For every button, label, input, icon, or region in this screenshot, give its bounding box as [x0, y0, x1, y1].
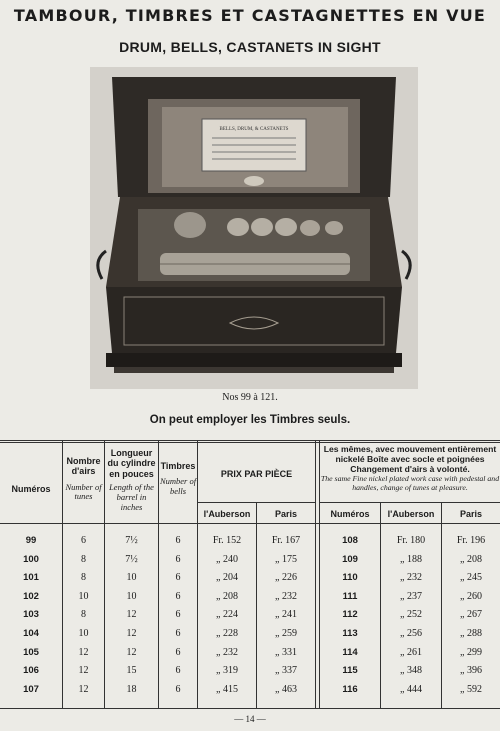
col-divider [441, 502, 442, 708]
cell-prix-paris-nickel: „ 299 [460, 646, 482, 658]
cell-prix-auberson-nickel: Fr. 180 [396, 535, 426, 546]
cell-numero: 99 [25, 535, 37, 546]
note-text: On peut employer les Timbres seuls. [149, 414, 351, 426]
cell-timbres: 6 [175, 665, 181, 677]
cell-numero-nickel: 111 [342, 590, 358, 602]
cell-numero: 104 [23, 628, 39, 639]
cell-prix-auberson: Fr. 152 [212, 535, 242, 546]
cell-prix-paris-nickel: „ 245 [460, 572, 482, 584]
music-box-illustration [90, 67, 418, 389]
cell-timbres: 6 [175, 572, 181, 584]
cell-prix-paris: „ 331 [275, 646, 297, 658]
header-paris-2: Paris [459, 509, 483, 519]
table-top-rule-double [0, 442, 500, 443]
cell-numero: 107 [23, 683, 39, 695]
cell-prix-paris: „ 241 [275, 609, 297, 621]
cell-nombre-airs: 12 [78, 683, 89, 695]
cell-longueur: 7½ [125, 553, 138, 565]
cell-numero-nickel: 110 [342, 572, 358, 584]
table-top-rule [0, 440, 500, 441]
cell-prix-auberson-nickel: „ 444 [400, 683, 422, 695]
cell-longueur: 12 [126, 646, 137, 658]
cell-timbres: 6 [175, 590, 181, 602]
memes-subheader-rule [320, 502, 500, 503]
cell-prix-auberson: „ 415 [216, 683, 238, 695]
cell-numero: 101 [23, 572, 39, 584]
cell-prix-paris-nickel: „ 396 [460, 665, 482, 677]
table-bottom-rule [0, 708, 500, 709]
cell-prix-auberson: „ 319 [216, 665, 238, 677]
cell-nombre-airs: 6 [81, 535, 86, 546]
cell-prix-auberson-nickel: „ 256 [400, 628, 422, 639]
cell-prix-auberson: „ 224 [216, 609, 238, 621]
cell-prix-auberson-nickel: „ 348 [400, 665, 422, 677]
header-paris: Paris [274, 509, 298, 519]
page-title-english: DRUM, BELLS, CASTANETS IN SIGHT [119, 39, 381, 55]
cell-prix-auberson: „ 204 [216, 572, 238, 584]
cell-prix-paris: „ 337 [275, 665, 297, 677]
cell-timbres: 6 [175, 609, 181, 621]
cell-numero: 103 [23, 609, 39, 621]
cell-prix-paris: „ 259 [275, 628, 297, 639]
cell-nombre-airs: 12 [78, 646, 89, 658]
cell-prix-auberson: „ 228 [216, 628, 238, 639]
cell-longueur: 12 [126, 609, 137, 621]
cell-prix-paris: „ 226 [275, 572, 297, 584]
cell-prix-paris-nickel: „ 267 [460, 609, 482, 621]
cell-numero: 105 [23, 646, 39, 658]
cell-longueur: 15 [126, 665, 137, 677]
cell-prix-paris-nickel: „ 208 [460, 553, 482, 565]
cell-prix-auberson-nickel: „ 232 [400, 572, 422, 584]
header-auberson-2: l'Auberson [387, 509, 435, 519]
cell-longueur: 10 [126, 572, 137, 584]
header-timbres: Timbres Number of bells [159, 461, 197, 497]
cell-timbres: 6 [175, 535, 181, 546]
cell-numero-nickel: 112 [342, 609, 358, 621]
col-divider [380, 502, 381, 708]
cell-nombre-airs: 12 [78, 665, 89, 677]
cell-timbres: 6 [175, 683, 181, 695]
cell-longueur: 10 [126, 590, 137, 602]
cell-timbres: 6 [175, 628, 181, 639]
cell-prix-paris: „ 232 [275, 590, 297, 602]
cell-prix-auberson-nickel: „ 237 [400, 590, 422, 602]
header-nombre-airs: Nombre d'airs Number of tunes [65, 456, 102, 502]
cell-prix-paris-nickel: „ 592 [460, 683, 482, 695]
cell-prix-auberson-nickel: „ 252 [400, 609, 422, 621]
lid-card-text: BELLS, DRUM, & CASTANETS [219, 127, 289, 132]
cell-nombre-airs: 8 [81, 572, 86, 584]
page-number: — 14 — [234, 714, 266, 724]
header-auberson: l'Auberson [203, 509, 251, 519]
cell-prix-paris: Fr. 167 [271, 535, 301, 546]
cell-nombre-airs: 8 [81, 553, 86, 565]
cell-numero-nickel: 116 [342, 683, 358, 695]
col-divider [315, 441, 316, 708]
cell-prix-auberson: „ 232 [216, 646, 238, 658]
cell-prix-auberson-nickel: „ 261 [400, 646, 422, 658]
cell-longueur: 18 [126, 683, 137, 695]
figure-caption: Nos 99 à 121. [222, 392, 278, 403]
cell-numero: 100 [23, 553, 39, 565]
cell-prix-auberson: „ 208 [216, 590, 238, 602]
cell-prix-paris-nickel: „ 288 [460, 628, 482, 639]
cell-longueur: 7½ [125, 535, 138, 546]
cell-timbres: 6 [175, 646, 181, 658]
music-box-photo [90, 67, 418, 389]
cell-prix-paris: „ 463 [275, 683, 297, 695]
header-longueur: Longueur du cylindre en pouces Length of the barrel in inches [107, 448, 156, 512]
cell-prix-paris: „ 175 [275, 553, 297, 565]
cell-nombre-airs: 10 [78, 590, 89, 602]
col-divider [197, 441, 198, 708]
header-memes: Les mêmes, avec mouvement entièrement nickelé Boîte avec socle et poignées Changement d'airs à volonté. The same Fine nickel plated work case with pedestal and handles, change of tunes at pleasure. [320, 444, 500, 492]
cell-prix-auberson: „ 240 [216, 553, 238, 565]
cell-timbres: 6 [175, 553, 181, 565]
page-title-french: TAMBOUR, TIMBRES ET CASTAGNETTES EN VUE [13, 6, 487, 25]
cell-prix-paris-nickel: Fr. 196 [456, 535, 486, 546]
table-header-rule [0, 523, 500, 524]
cell-numero-nickel: 108 [342, 535, 358, 546]
cell-numero-nickel: 109 [342, 553, 358, 565]
cell-numero: 102 [23, 590, 39, 602]
col-divider [256, 502, 257, 708]
cell-numero: 106 [23, 665, 39, 677]
cell-longueur: 12 [126, 628, 137, 639]
cell-numero-nickel: 115 [342, 665, 358, 677]
cell-prix-auberson-nickel: „ 188 [400, 553, 422, 565]
cell-numero-nickel: 113 [342, 628, 358, 639]
header-numeros-2: Numéros [330, 509, 370, 519]
header-numeros: Numéros [11, 484, 51, 494]
cell-nombre-airs: 8 [81, 609, 86, 621]
cell-prix-paris-nickel: „ 260 [460, 590, 482, 602]
cell-nombre-airs: 10 [78, 628, 89, 639]
cell-numero-nickel: 114 [342, 646, 358, 658]
header-prix-par-piece: PRIX PAR PIÈCE [220, 469, 293, 479]
